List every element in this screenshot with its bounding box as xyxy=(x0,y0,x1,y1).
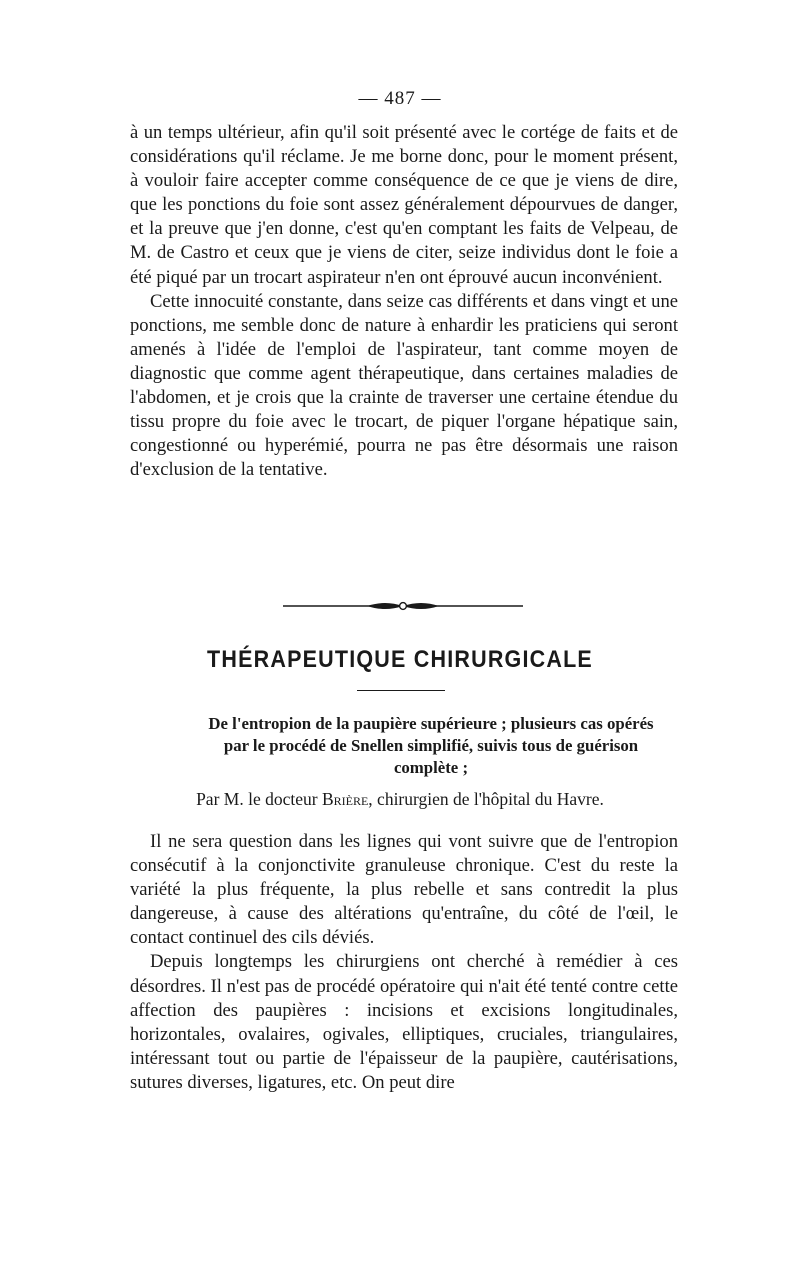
paragraph: à un temps ultérieur, afin qu'il soit présenté avec le cortége de faits et de considérations qu'il réclame. Je me borne donc, pour le moment présent, à vouloir faire accepter comme conséquence de ce que je viens de dire, que les ponctions du foie sont assez généralement dépourvues de danger, et la preuve que j'en donne, c'est qu'en comptant les faits de Velpeau, de M. de Castro et ceux que je viens de citer, seize individus dont le foie a été piqué par un trocart aspirateur n'en ont éprouvé aucun inconvénient. xyxy=(130,122,678,288)
paragraph: Depuis longtemps les chirurgiens ont cherché à remédier à ces désordres. Il n'est pas de procédé opératoire qui n'ait été tenté contre cette affection des paupières : incisions et excisions longitudinales, horizontales, ovalaires, ogivales, elliptiques, cruciales, triangulaires, intéressant tout ou partie de l'épaisseur de la paupière, cautérisations, sutures diverses, ligatures, etc. On peut dire xyxy=(130,951,678,1093)
byline xyxy=(0,789,800,810)
text-block-bottom xyxy=(130,830,678,1095)
paragraph: Cette innocuité constante, dans seize cas différents et dans vingt et une ponctions, me semble donc de nature à enhardir les praticiens qui seront amenés à l'idée de l'emploi de l'aspirateur, tant comme moyen de diagnostic que comme agent thérapeutique, dans certaines maladies de l'abdomen, et je crois que la crainte de traverser une certaine étendue du tissu propre du foie avec le trocart, de piquer l'organe hépatique sain, congestionné ou hyperémié, pourra ne pas être désormais une raison d'exclusion de la tentative. xyxy=(130,290,678,481)
article-title: De l'entropion de la paupière supérieure ; plusieurs cas opérés par le procédé de Snellen simplifié, suivis tous de guérison complète ; xyxy=(208,714,654,777)
page-number: — 487 — xyxy=(358,88,442,109)
paragraph: Il ne sera question dans les lignes qui vont suivre que de l'entropion consécutif à la conjonctivite granuleuse chronique. C'est du reste la variété la plus fréquente, la plus rebelle et sans contredit la plus dangereuse, à cause des altérations qu'entraîne, du côté de l'œil, le contact continuel des cils déviés. xyxy=(130,831,678,949)
text-block-top xyxy=(130,121,678,482)
byline-prefix: Par M. le docteur xyxy=(196,789,318,809)
ornamental-rule-icon xyxy=(283,599,523,613)
author-name: Brière xyxy=(321,789,369,809)
divider xyxy=(357,690,445,691)
section-title: THÉRAPEUTIQUE CHIRURGICALE xyxy=(207,645,593,673)
byline-suffix: , chirurgien de l'hôpital du Havre. xyxy=(368,789,604,809)
